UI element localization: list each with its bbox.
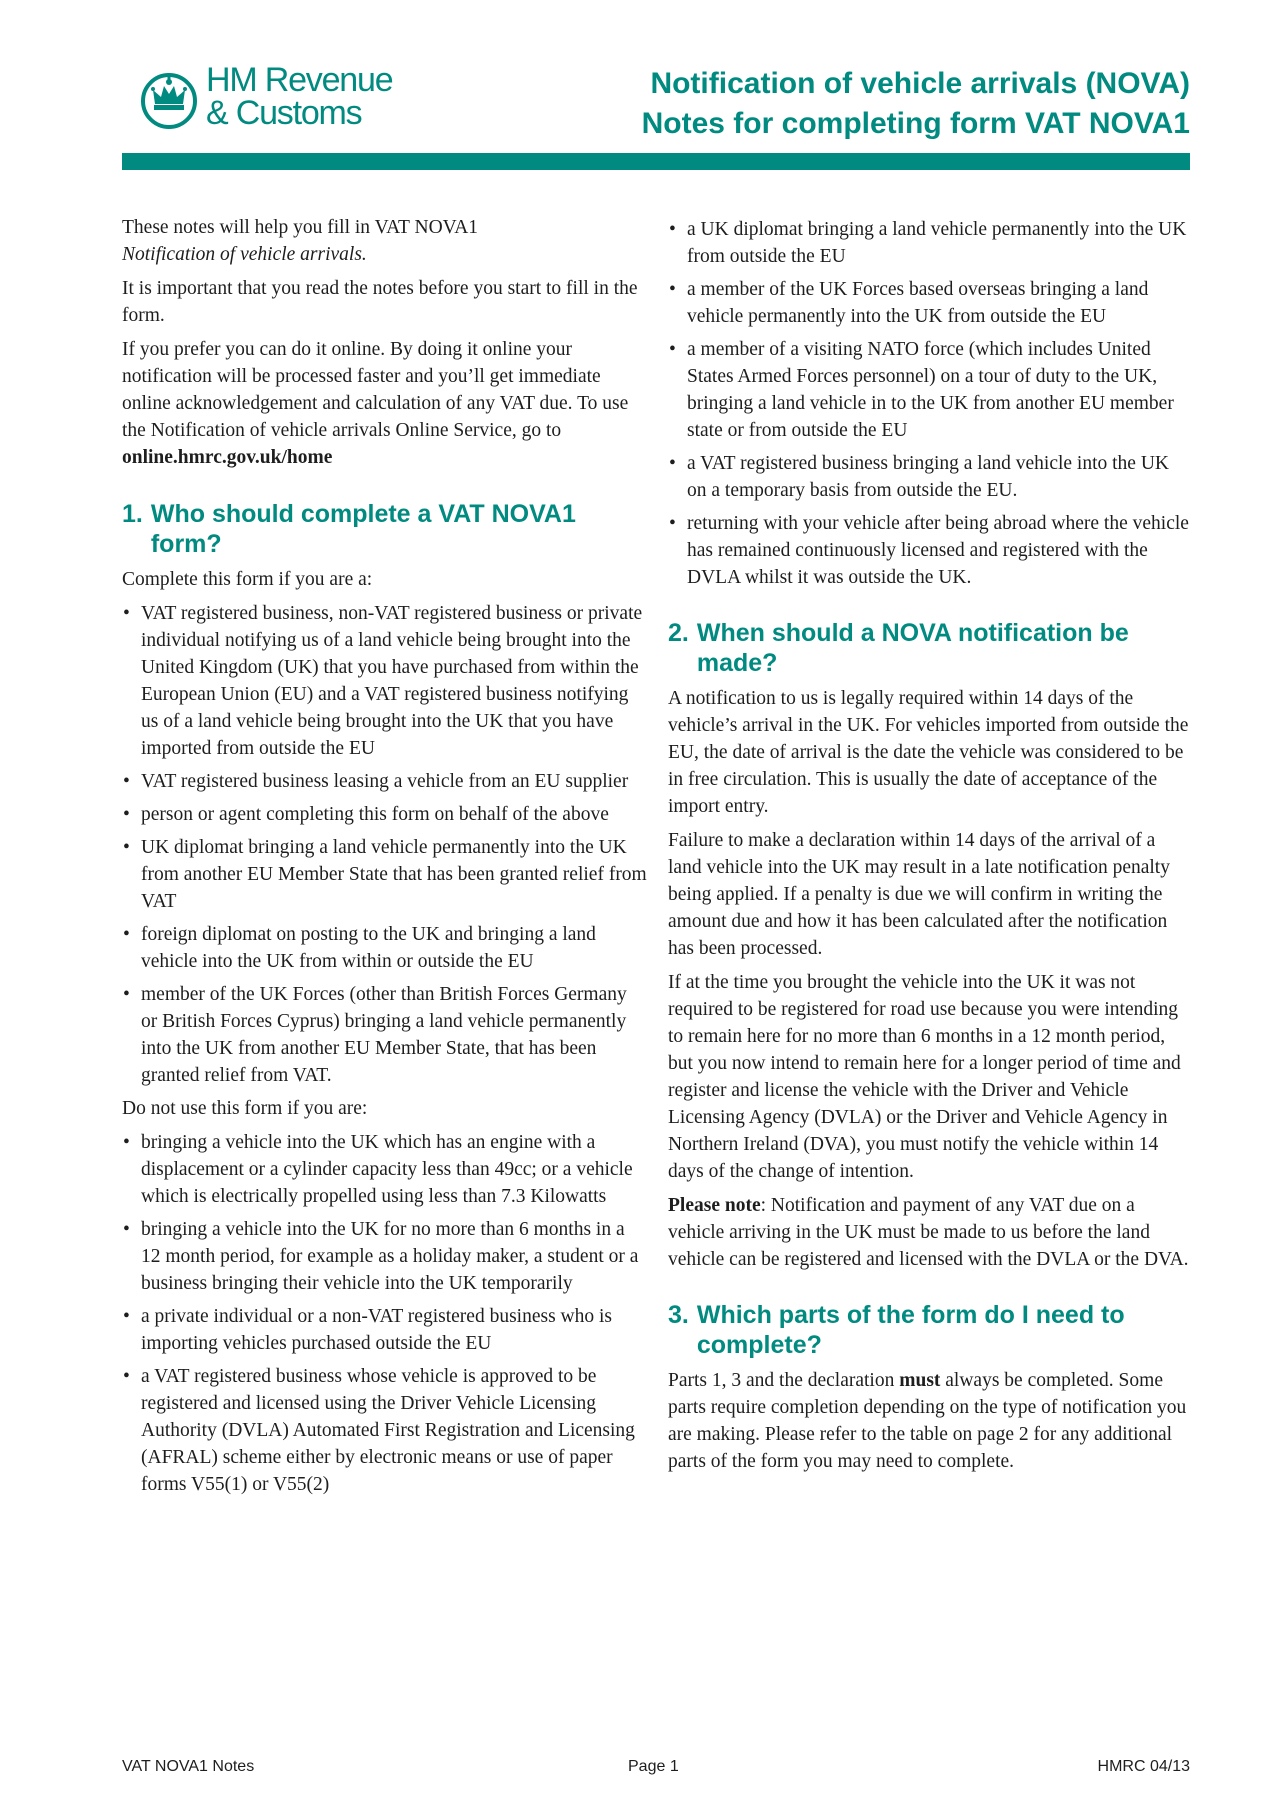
- page-title: [642, 64, 1190, 144]
- intro-paragraph-1: [122, 214, 647, 268]
- title-line-2: Notes for completing form VAT NOVA1: [641, 107, 1190, 140]
- section-3-text-end: always be completed. Some parts require completion depending on the type of notification you are making. Please refer to the table on page 2 for any additional parts of the form you may need to complete.: [668, 1370, 1187, 1472]
- section-2-paragraph-1: A notification to us is legally required within 14 days of the vehicle’s arrival in the UK. For vehicles imported from outside the EU, the date of arrival is the date the vehicle was considered to be in free circulation. This is usually the date of acceptance of the import entry.: [668, 688, 1189, 817]
- list-item: • person or agent completing this form on behalf of the above: [122, 801, 647, 828]
- crown-crest-icon: [140, 64, 198, 136]
- footer-page-number: Page 1: [628, 1758, 679, 1775]
- online-service-link[interactable]: online.hmrc.gov.uk/home: [122, 447, 333, 468]
- section-3-paragraph: [668, 1367, 1193, 1475]
- list-item: • VAT registered business, non-VAT registered business or private individual notifying us of a land vehicle being brought into the United Kingdom (UK) that you have purchased from within the European Union (EU) and a VAT registered business notifying us of a land vehicle being brought into the UK that you have imported from outside the EU: [122, 600, 647, 762]
- list-item: • UK diplomat bringing a land vehicle permanently into the UK from another EU Member State that has been granted relief from VAT: [122, 834, 647, 915]
- section-1-title: Who should complete a VAT NOVA1 form?: [150, 500, 576, 558]
- list-item: • a member of the UK Forces based overseas bringing a land vehicle permanently into the UK from outside the EU: [668, 276, 1193, 330]
- note-label: Please note: [668, 1195, 761, 1216]
- list-item: • a member of a visiting NATO force (which includes United States Armed Forces personnel) on a tour of duty to the UK, bringing a land vehicle in to the UK from another EU member state or from outside the EU: [668, 336, 1193, 444]
- list-item: • VAT registered business leasing a vehicle from an EU supplier: [122, 768, 647, 795]
- list-item: • foreign diplomat on posting to the UK and bringing a land vehicle into the UK from within or outside the EU: [122, 921, 647, 975]
- left-column: [122, 214, 647, 1504]
- header-rule: [122, 153, 1190, 170]
- section-2-paragraph-3: If at the time you brought the vehicle into the UK it was not required to be registered for road use because you were intending to remain here for no more than 6 months in a 12 month period, but you now intend to remain here for a longer period of time and register and license the vehicle with the Driver and Vehicle Licensing Agency (DVLA) or the Driver and Vehicle Agency in Northern Ireland (DVA), you must notify the vehicle within 14 days of the change of intention.: [668, 972, 1181, 1182]
- list-item: • a VAT registered business whose vehicle is approved to be registered and licensed using the Driver Vehicle Licensing Authority (DVLA) Automated First Registration and Licensing (AFRAL) scheme either by electronic means or use of paper forms V55(1) or V55(2): [122, 1363, 647, 1498]
- logo-line-1: HM Revenue: [206, 61, 393, 99]
- section-2-title: When should a NOVA notification be made?: [696, 619, 1129, 677]
- list-item: • a VAT registered business bringing a land vehicle into the UK on a temporary basis from outside the EU.: [668, 450, 1193, 504]
- list-item: • bringing a vehicle into the UK which has an engine with a displacement or a cylinder capacity less than 49cc; or a vehicle which is electrically propelled using less than 7.3 Kilowatts: [122, 1129, 647, 1210]
- section-3-title: Which parts of the form do I need to complete?: [696, 1301, 1125, 1359]
- intro-paragraph-3: [122, 336, 647, 471]
- section-3-number: 3.: [668, 1301, 689, 1329]
- list-item: • a UK diplomat bringing a land vehicle permanently into the UK from outside the EU: [668, 216, 1193, 270]
- section-1-heading: [122, 499, 647, 559]
- intro-form-name: Notification of vehicle arrivals.: [122, 244, 367, 265]
- section-1-number: 1.: [122, 500, 143, 528]
- section-2-paragraph-2: Failure to make a declaration within 14 days of the arrival of a land vehicle into the UK may result in a late notification penalty being applied. If a penalty is due we will confirm in writing the amount due and how it has been calculated after the notification has been processed.: [668, 830, 1170, 959]
- hmrc-logo: [140, 62, 460, 142]
- section-3-text-start: Parts 1, 3 and the declaration: [668, 1370, 895, 1391]
- intro-online-text: If you prefer you can do it online. By doing it online your notification will be processed faster and you’ll get immediate online acknowledgement and calculation of any VAT due. To use the Notification of vehicle arrivals Online Service, go to: [122, 339, 629, 441]
- footer-form-code: HMRC 04/13: [1097, 1758, 1190, 1775]
- logo-line-2: & Customs: [206, 94, 362, 132]
- section-1-lead: Complete this form if you are a:: [122, 569, 373, 590]
- section-3-heading: [668, 1300, 1193, 1360]
- note-text: : Notification and payment of any VAT due on a vehicle arriving in the UK must be made to us before the land vehicle can be registered and licensed with the DVLA or the DVA.: [668, 1195, 1189, 1270]
- complete-form-list: [122, 600, 647, 1089]
- section-1-not-lead: Do not use this form if you are:: [122, 1098, 368, 1119]
- right-column: [668, 216, 1193, 1482]
- intro-paragraph-2: It is important that you read the notes before you start to fill in the form.: [122, 278, 638, 326]
- list-item: • bringing a vehicle into the UK for no more than 6 months in a 12 month period, for example as a holiday maker, a student or a business bringing their vehicle into the UK temporarily: [122, 1216, 647, 1297]
- list-item: • returning with your vehicle after being abroad where the vehicle has remained continuously licensed and registered with the DVLA whilst it was outside the UK.: [668, 510, 1193, 591]
- intro-lead: These notes will help you fill in VAT NOVA1: [122, 217, 479, 238]
- footer-form-name: VAT NOVA1 Notes: [122, 1758, 255, 1775]
- list-item: • member of the UK Forces (other than British Forces Germany or British Forces Cyprus) bringing a land vehicle permanently into the UK from another EU Member State, that has been granted relief from VAT.: [122, 981, 647, 1089]
- do-not-use-list-continued: [668, 216, 1193, 591]
- title-line-1: Notification of vehicle arrivals (NOVA): [650, 67, 1190, 100]
- section-2-number: 2.: [668, 619, 689, 647]
- section-3-emphasis: must: [899, 1370, 941, 1391]
- section-2-note: [668, 1192, 1193, 1273]
- do-not-use-list: [122, 1129, 647, 1498]
- section-2-heading: [668, 618, 1193, 678]
- list-item: • a private individual or a non-VAT registered business who is importing vehicles purchased outside the EU: [122, 1303, 647, 1357]
